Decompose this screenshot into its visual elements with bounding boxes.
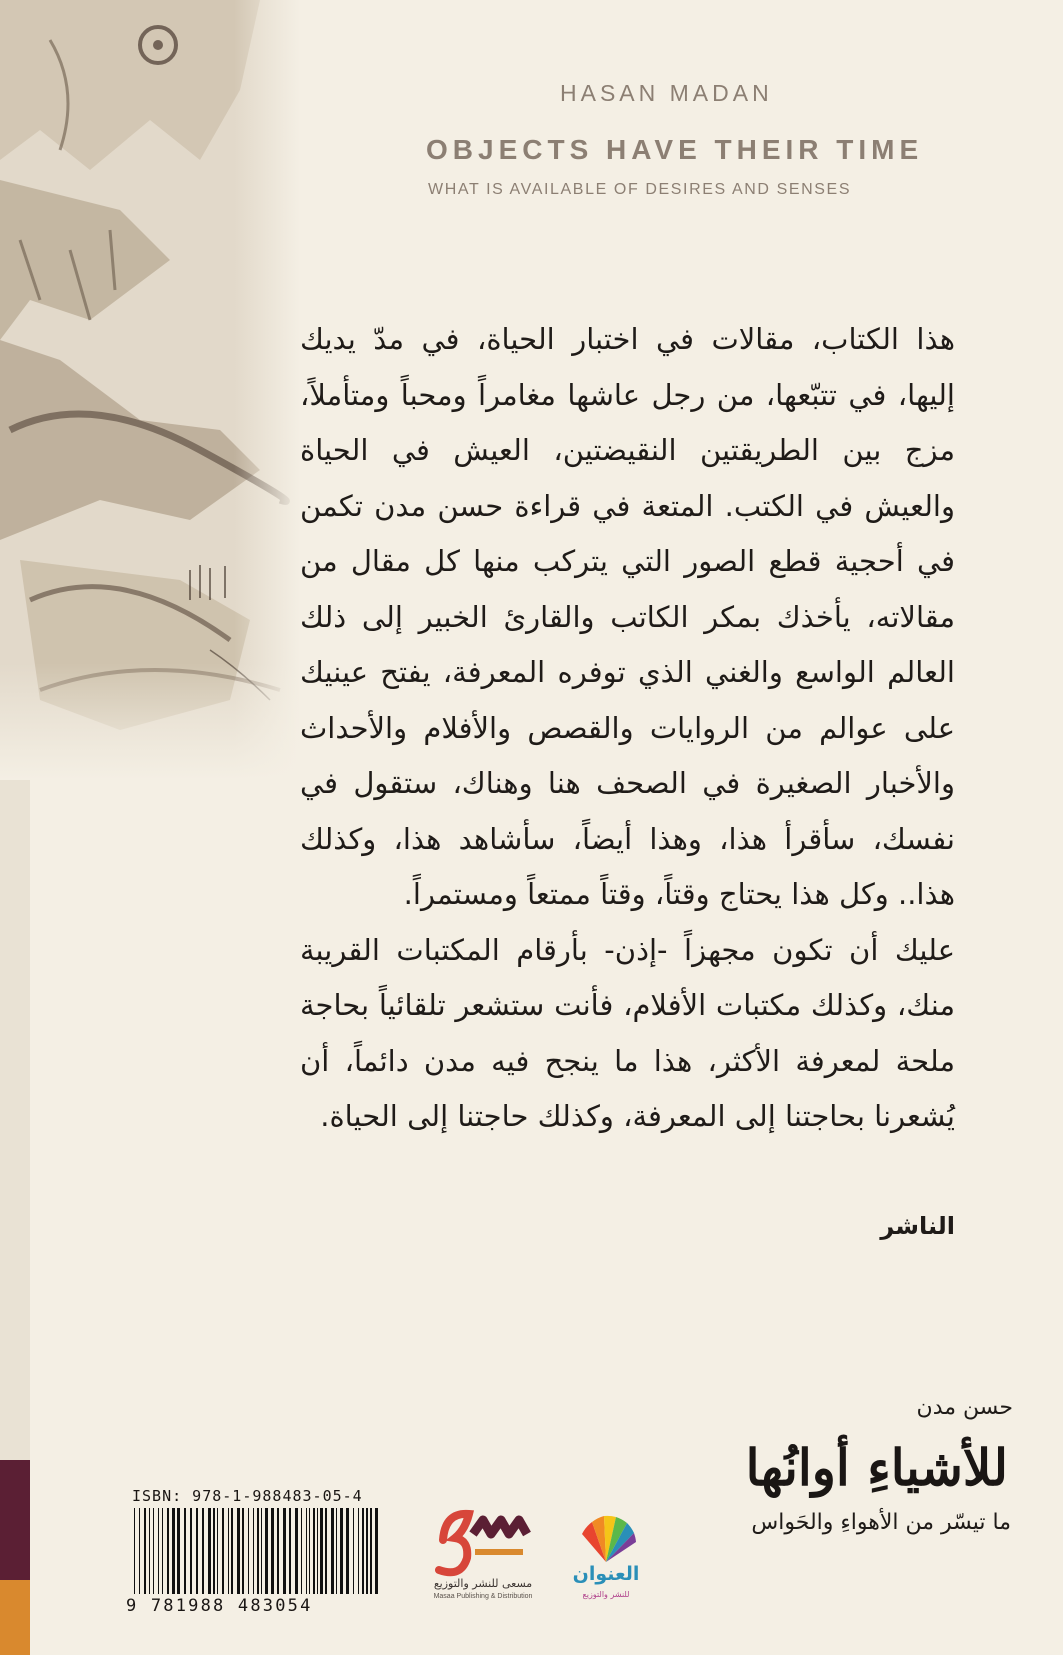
barcode-bar [196,1508,198,1594]
barcode-bar [153,1508,154,1594]
barcode-bar [261,1508,262,1594]
barcode-bar [213,1508,215,1594]
barcode-bar [331,1508,334,1594]
barcode-bar [184,1508,186,1594]
masaa-publisher-name: مسعى للنشر والتوزيع [433,1577,533,1590]
author-name-english: HASAN MADAN [560,80,773,106]
barcode-bar [237,1508,240,1594]
masaa-publisher-name-english: Masaa Publishing & Distribution [433,1593,533,1600]
barcode-bar [325,1508,327,1594]
unwan-publisher-tagline: للنشر والتوزيع [582,1590,630,1599]
book-subtitle-arabic: ما تيسّر من الأهواءِ والحَواس [751,1510,1011,1535]
barcode-bar [320,1508,323,1594]
barcode-bar [222,1508,224,1594]
barcode-bar [172,1508,175,1594]
barcode-bar [217,1508,218,1594]
barcode-bar [313,1508,315,1594]
barcode-bar [228,1508,229,1594]
barcode-bar [346,1508,349,1594]
barcode-bar [289,1508,291,1594]
isbn-label: ISBN: 978-1-988483-05-4 [132,1487,363,1505]
barcode-bar [208,1508,211,1594]
barcode-bar [309,1508,310,1594]
barcode-bar [242,1508,244,1594]
blurb-paragraph-2: عليك أن تكون مجهزاً -إذن- بأرقام المكتبات القريبة منك، وكذلك مكتبات الأفلام، فأنت ستشعر تلقائياً بحاجة ملحة لمعرفة الأكثر، هذا ما ينجح فيه مدن دائماً، أن يُشعرنا بحاجتنا إلى المعرفة، وكذلك حاجتنا إلى الحياة. [300,932,955,1133]
barcode-bar [248,1508,249,1594]
barcode-bar [265,1508,268,1594]
barcode-bar [167,1508,169,1594]
barcode-bar [231,1508,233,1594]
barcode-bar [134,1508,135,1594]
barcode [130,1508,382,1596]
barcode-bar [257,1508,259,1594]
barcode-bar [162,1508,163,1594]
barcode-bar [177,1508,180,1594]
barcode-bar [149,1508,150,1594]
barcode-bar [283,1508,286,1594]
barcode-bar [336,1508,337,1594]
barcode-bar [271,1508,274,1594]
barcode-bar [353,1508,354,1594]
barcode-bar [358,1508,359,1594]
barcode-bar [190,1508,192,1594]
blurb-text [300,312,955,1145]
barcode-bar [340,1508,343,1594]
ink-artwork [0,0,300,780]
blurb-paragraph-1: هذا الكتاب، مقالات في اختبار الحياة، في مدّ يديك إليها، في تتبّعها، من رجل عاشها مغامراً ومحباً ومتأملاً، مزج بين الطريقتين النقيضتين، العيش في الحياة والعيش في الكتب. المتعة في قراءة حسن مدن تكمن في أحجية قطع الصور التي يتركب منها كل مقال من مقالاته، يأخذك بمكر الكاتب والقارئ الخبير إلى ذلك العالم الواسع والغني الذي توفره المعرفة، يفتح عينيك على عوالم من الروايات والقصص والأفلام والأحداث والأخبار الصغيرة في الصحف هنا وهناك، ستقول في نفسك، سأقرأ هذا، وهذا أيضاً، سأشاهد هذا، وكذلك هذا.. وكل هذا يحتاج وقتاً، وقتاً ممتعاً ومستمراً. [300,322,955,911]
book-title-arabic: للأشياءِ أوانُها [745,1438,1008,1497]
barcode-digits: 9 781988 483054 [126,1596,313,1616]
book-title-english: OBJECTS HAVE THEIR TIME [426,134,924,165]
barcode-bar [295,1508,298,1594]
publisher-signature: الناشر [880,1212,955,1240]
unwan-publisher-name: العنوان [572,1563,640,1585]
barcode-bar [370,1508,372,1594]
barcode-bar [301,1508,302,1594]
spine-orange-band [0,1580,30,1655]
book-subtitle-english: WHAT IS AVAILABLE OF DESIRES AND SENSES [428,181,852,198]
author-name-arabic: حسن مدن [916,1395,1013,1420]
barcode-bar [306,1508,307,1594]
barcode-bar [144,1508,146,1594]
barcode-bar [277,1508,279,1594]
barcode-bar [375,1508,378,1594]
barcode-bar [366,1508,368,1594]
barcode-bar [253,1508,254,1594]
unwan-publisher-logo [566,1500,646,1570]
spine-maroon-band [0,1460,30,1580]
barcode-bar [158,1508,159,1594]
barcode-bar [139,1508,140,1594]
barcode-bar [317,1508,318,1594]
barcode-bar [202,1508,204,1594]
barcode-bar [362,1508,364,1594]
